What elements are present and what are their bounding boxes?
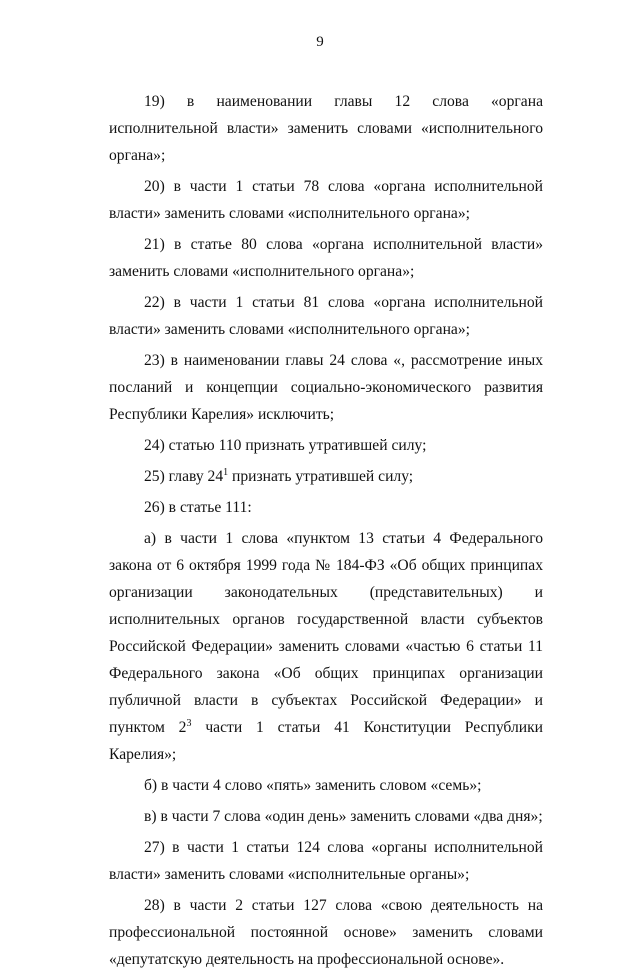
paragraph-26c: в) в части 7 слова «один день» заменить словами «два дня»;: [144, 808, 543, 825]
paragraph-26a-superscript: 3: [186, 717, 192, 729]
page-number: 9: [316, 34, 324, 50]
paragraph-24: 24) статью 110 признать утратившей силу;: [144, 437, 427, 454]
paragraph-21: 21) в статье 80 слова «органа исполнительной власти» заменить словами «исполнительного органа»;: [109, 236, 543, 280]
paragraph-19: 19) в наименовании главы 12 слова «органа исполнительной власти» заменить словами «исполнительного органа»;: [109, 93, 543, 164]
paragraph-28: 28) в части 2 статьи 127 слова «свою деятельность на профессиональной постоянной основе» заменить словами «депутатскую деятельность на профессиональной основе».: [109, 897, 543, 968]
paragraph-27: 27) в части 1 статьи 124 слова «органы исполнительной власти» заменить словами «исполнительные органы»;: [109, 839, 543, 883]
paragraph-25-before: 25) главу 24: [144, 468, 224, 485]
document-body: [109, 88, 543, 977]
paragraph-20: 20) в части 1 статьи 78 слова «органа исполнительной власти» заменить словами «исполнительного органа»;: [109, 178, 543, 222]
paragraph-26a: [109, 525, 543, 768]
paragraph-25-superscript: 1: [223, 466, 229, 478]
paragraph-26a-before: а) в части 1 слова «пунктом 13 статьи 4 Федерального закона от 6 октября 1999 года № 184-ФЗ «Об общих принципах организации законодательных (представительных) и исполнительных органов государственной власти субъектов Российской Федерации» заменить словами «частью 6 статьи 11 Федерального закона «Об общих принципах организации публичной власти в субъектах Российской Федерации» и пунктом 2: [109, 530, 543, 736]
paragraph-26a-after: части 1 статьи 41 Конституции Республики Карелия»;: [109, 719, 544, 763]
paragraph-22: 22) в части 1 статьи 81 слова «органа исполнительной власти» заменить словами «исполнительного органа»;: [109, 294, 543, 338]
paragraph-25-after: признать утратившей силу;: [228, 468, 414, 485]
paragraph-25: [109, 463, 543, 490]
paragraph-26b: б) в части 4 слово «пять» заменить словом «семь»;: [144, 777, 482, 794]
paragraph-23: 23) в наименовании главы 24 слова «, рассмотрение иных посланий и концепции социально-экономического развития Республики Карелия» исключить;: [109, 352, 543, 423]
paragraph-26: 26) в статье 111:: [144, 499, 252, 516]
